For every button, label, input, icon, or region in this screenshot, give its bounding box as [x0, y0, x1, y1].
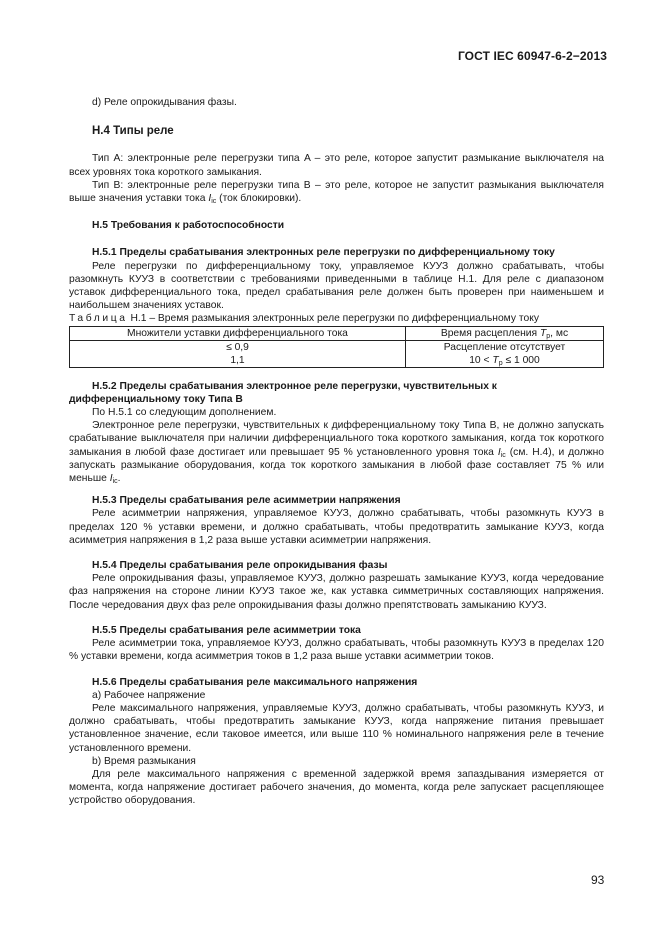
table-header-multiplier: Множители уставки дифференциального тока — [70, 326, 406, 340]
subsection-heading-h5-3: H.5.3 Пределы срабатывания реле асимметрии напряжения — [92, 495, 401, 507]
subsection-heading-h5-2: H.5.2 Пределы срабатывания электронное реле перегрузки, чувствительных к дифференциальному току Типа B — [69, 380, 497, 405]
subsection-heading-h5-5: H.5.5 Пределы срабатывания реле асимметрии тока — [92, 624, 361, 636]
paragraph-h5-5: Реле асимметрии тока, управляемое КУУЗ, должно срабатывать, чтобы разомкнуть КУУЗ в пределах 120 % уставки времени, когда асимметрия токов в 1,2 раза выше уставки асимметрии токов. — [69, 638, 604, 663]
table-caption: Таблица H.1 – Время размыкания электронных реле перегрузки по дифференциальному току — [69, 313, 539, 325]
page-content — [69, 96, 604, 808]
table-row — [70, 354, 604, 368]
section-heading-h5: H.5 Требования к работоспособности — [92, 220, 285, 232]
list-item-b: b) Время размыкания — [92, 755, 196, 767]
table-h1 — [69, 326, 604, 368]
paragraph-type-b: Тип B: электронные реле перегрузки типа B – это реле, которое не запустит размыкания выключателя выше значения уставки тока $I_{ic}$ (ток блокировки). — [69, 179, 604, 206]
page-number: 93 — [591, 873, 605, 887]
table-cell-multiplier: ≤ 0,9 — [70, 340, 406, 354]
subsection-heading-h5-1: H.5.1 Пределы срабатывания электронных реле перегрузки по дифференциальному току — [92, 247, 555, 259]
table-row — [70, 340, 604, 354]
paragraph-h5-1: Реле перегрузки по дифференциальному току, управляемое КУУЗ должно срабатывать, чтобы разомкнуть КУУЗ в соответствии с требованиями приведенными в таблице H.1. Для реле с диапазоном уставок дифференциального тока, предел срабатывания реле должен быть проверен при наименьшем и наибольшем значениях уставок. — [69, 260, 604, 312]
paragraph-h5-6-b: Для реле максимального напряжения с временной задержкой время запаздывания измеряется от момента, когда напряжение достигает рабочего значения, до момента, когда реле запускает расцепляющее устройство оборудования. — [69, 768, 604, 807]
paragraph-type-a: Тип A: электронные реле перегрузки типа A – это реле, которое запустит размыкание выключателя на всех уровнях тока короткого замыкания. — [69, 153, 604, 178]
paragraph-h5-4: Реле опрокидывания фазы, управляемое КУУЗ, должно разрешать замыкание КУУЗ, когда чередование фаз напряжения на стороне линии КУУЗ такое же, как уставка симметричных составляющих напряжения. После чередования двух фаз реле опрокидывания фазы должно препятствовать замыканию КУУЗ. — [69, 573, 604, 611]
table-cell-time: $10 < T_p \le 1$ 000 — [405, 354, 603, 368]
subsection-heading-h5-4: H.5.4 Пределы срабатывания реле опрокидывания фазы — [92, 560, 388, 572]
subsection-heading-h5-6: H.5.6 Пределы срабатывания реле максимального напряжения — [92, 676, 418, 688]
paragraph-h5-2-body: Электронное реле перегрузки, чувствительных к дифференциальному току Типа B, не должно запускать срабатывание выключателя при наличии дифференциального тока короткого замыкания, когда ток короткого замыкания в любой фазе достигает или превышает 95 % установленного уровня тока $I_{ic}$ (см. H.4), и должно запускать размыкание оборудования, когда ток короткого замыкания в любой фазе составляет 75 % или меньше $I_{ic}$. — [69, 420, 604, 486]
section-heading-h4: H.4 Типы реле — [92, 125, 174, 138]
paragraph-h5-2-intro: По H.5.1 со следующим дополнением. — [92, 407, 277, 419]
table-header-time: Время расцепления $T_p$, мс — [405, 326, 603, 340]
list-item-a: a) Рабочее напряжение — [92, 689, 206, 701]
paragraph-h5-6-a: Реле максимального напряжения, управляемые КУУЗ, должно срабатывать, чтобы разомкнуть КУУЗ, и должно срабатывать, чтобы предотвратить замыкание КУУЗ, когда напряжение питания превышает установленное значение, если таковое имеется, или выше 110 % номинального напряжения реле в течение установленного времени. — [69, 702, 604, 754]
standard-header: ГОСТ IEC 60947-6-2−2013 — [457, 49, 607, 63]
paragraph-h5-3: Реле асимметрии напряжения, управляемое КУУЗ, должно срабатывать, чтобы разомкнуть КУУЗ в пределах 120 % уставки времени, и должно срабатывать, чтобы предотвратить замыкание КУУЗ, когда асимметрия напряжения в 1,2 раза выше уставки асимметрии напряжения. — [69, 508, 604, 546]
table-cell-multiplier: 1,1 — [70, 354, 406, 368]
list-item-d: d) Реле опрокидывания фазы. — [92, 97, 237, 108]
table-cell-time: Расцепление отсутствует — [405, 340, 603, 354]
table-header-row — [70, 326, 604, 340]
